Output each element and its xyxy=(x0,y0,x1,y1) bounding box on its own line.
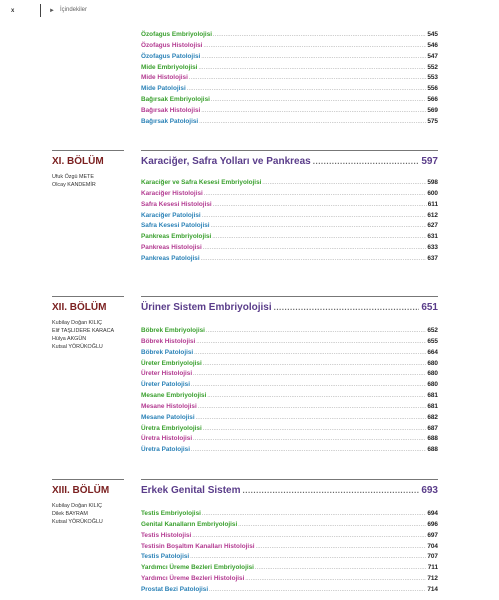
author-name: Ufuk Özgü METE xyxy=(52,174,94,180)
toc-entry[interactable] xyxy=(141,510,438,521)
leader-dots xyxy=(202,511,426,517)
toc-entry-label: Özofagus Embriyolojisi xyxy=(141,31,213,38)
toc-entry-page: 707 xyxy=(427,553,438,561)
section-authors xyxy=(52,502,103,526)
leader-dots xyxy=(193,371,426,377)
section-rule-left xyxy=(52,479,124,480)
toc-entry-label: Mide Patolojisi xyxy=(141,85,186,93)
toc-entry-label: Üreter Embriyolojisi xyxy=(141,359,202,367)
author-name: Kutsal YÖRÜKOĞLU xyxy=(52,344,103,350)
toc-entry-page: 664 xyxy=(427,348,438,356)
leader-dots xyxy=(196,415,427,421)
toc-entry[interactable] xyxy=(141,392,438,403)
toc-entry[interactable] xyxy=(141,425,438,436)
leader-dots xyxy=(194,350,426,356)
leader-dots xyxy=(213,32,426,38)
toc-entry-page: 556 xyxy=(427,85,438,93)
toc-entry[interactable] xyxy=(141,201,438,212)
author-name: Kubilay Doğan KILIÇ xyxy=(52,320,103,326)
leader-dots xyxy=(274,303,420,312)
toc-entry-page: 711 xyxy=(427,564,438,572)
toc-entry[interactable] xyxy=(141,586,438,597)
toc-entry-page: 688 xyxy=(427,446,438,454)
leader-dots xyxy=(191,382,426,388)
toc-entry-page: 546 xyxy=(427,41,438,49)
author-name: Olcay KANDEMİR xyxy=(52,182,96,188)
author-name: Dilek BAYRAM xyxy=(52,511,88,517)
toc-entry[interactable] xyxy=(141,446,438,457)
toc-entry-page: 712 xyxy=(427,575,438,583)
toc-entry[interactable] xyxy=(141,212,438,223)
leader-dots xyxy=(189,75,426,81)
author-name: Hülya AKGÜN xyxy=(52,336,87,342)
header-title: İçindekiler xyxy=(60,7,88,13)
toc-entry[interactable] xyxy=(141,327,438,338)
toc-entry[interactable] xyxy=(141,553,438,564)
toc-entry-page: 612 xyxy=(427,211,438,219)
toc-entry-label: Testisin Boşaltım Kanalları Histolojisi xyxy=(141,542,255,550)
toc-entry[interactable] xyxy=(141,543,438,554)
toc-entry-label: Mide Histolojisi xyxy=(141,74,188,82)
toc-top-list xyxy=(141,31,438,129)
toc-entry-label: Safra Kesesi Histolojisi xyxy=(141,200,212,208)
toc-entry-label: Pankreas Histolojisi xyxy=(141,244,202,252)
toc-entry[interactable] xyxy=(141,31,438,42)
leader-dots xyxy=(212,234,426,240)
toc-entry-page: 694 xyxy=(427,510,438,517)
leader-dots xyxy=(243,486,420,495)
leader-dots xyxy=(196,339,426,345)
toc-entry[interactable] xyxy=(141,233,438,244)
leader-dots xyxy=(192,533,426,539)
leader-dots xyxy=(209,587,426,593)
section-title[interactable] xyxy=(141,302,438,313)
toc-entry[interactable] xyxy=(141,64,438,75)
toc-entry-label: Yardımcı Üreme Bezleri Histolojisi xyxy=(141,575,245,583)
leader-dots xyxy=(262,180,426,186)
toc-entry-page: 545 xyxy=(427,31,438,38)
toc-entry-page: 680 xyxy=(427,381,438,389)
section-title-text: Erkek Genital Sistem xyxy=(141,485,241,496)
toc-entry[interactable] xyxy=(141,521,438,532)
toc-entry-page: 682 xyxy=(427,413,438,421)
toc-entry[interactable] xyxy=(141,414,438,425)
author-name: Kubilay Doğan KILIÇ xyxy=(52,503,103,509)
toc-entry-page: 575 xyxy=(427,117,438,125)
toc-entry-page: 680 xyxy=(427,359,438,367)
toc-entry[interactable] xyxy=(141,575,438,586)
toc-entry-page: 547 xyxy=(427,52,438,60)
author-name: Elif TAŞLIDERE KARACA xyxy=(52,328,115,334)
leader-dots xyxy=(256,544,427,550)
author-name: Kutsal YÖRÜKOĞLU xyxy=(52,519,103,525)
section-label: XIII. BÖLÜM xyxy=(52,485,110,496)
toc-entry-label: Özofagus Patolojisi xyxy=(141,52,201,60)
toc-entry[interactable] xyxy=(141,370,438,381)
toc-entry[interactable] xyxy=(141,381,438,392)
page-header xyxy=(0,0,499,24)
toc-entry-label: Testis Embriyolojisi xyxy=(141,510,201,517)
toc-entry-label: Yardımcı Üreme Bezleri Embriyolojisi xyxy=(141,564,254,572)
toc-entry[interactable] xyxy=(141,42,438,53)
toc-entry-label: Karaciğer Histolojisi xyxy=(141,189,203,197)
toc-entry-label: Mide Embriyolojisi xyxy=(141,63,198,71)
toc-entry-label: Prostat Bezi Patolojisi xyxy=(141,585,209,593)
toc-entry[interactable] xyxy=(141,244,438,255)
leader-dots xyxy=(202,213,427,219)
toc-entry[interactable] xyxy=(141,107,438,118)
toc-entry-page: 681 xyxy=(427,392,438,400)
section-rule-right xyxy=(141,150,438,151)
toc-entry-page: 637 xyxy=(427,254,438,262)
section-rule-left xyxy=(52,150,124,151)
leader-dots xyxy=(201,256,427,262)
toc-entry[interactable] xyxy=(141,532,438,543)
toc-section-list xyxy=(141,327,438,457)
toc-entry-page: 552 xyxy=(427,63,438,71)
section-page: 693 xyxy=(421,485,438,496)
toc-entry-label: Genital Kanalların Embriyolojisi xyxy=(141,520,238,528)
toc-entry[interactable] xyxy=(141,190,438,201)
toc-entry[interactable] xyxy=(141,349,438,360)
toc-entry-label: Mesane Patolojisi xyxy=(141,413,195,421)
leader-dots xyxy=(198,65,426,71)
leader-dots xyxy=(313,157,420,166)
section-title-text: Karaciğer, Safra Yolları ve Pankreas xyxy=(141,156,311,167)
toc-entry-page: 627 xyxy=(427,222,438,230)
leader-dots xyxy=(255,565,427,571)
leader-dots xyxy=(203,361,427,367)
section-rule-right xyxy=(141,479,438,480)
section-label: XII. BÖLÜM xyxy=(52,302,107,313)
leader-dots xyxy=(213,202,427,208)
toc-entry-label: Böbrek Patolojisi xyxy=(141,348,194,356)
toc-entry-label: Bağırsak Patolojisi xyxy=(141,117,199,125)
page-number: x xyxy=(11,8,15,14)
toc-entry-label: Üreter Patolojisi xyxy=(141,381,191,389)
toc-entry-page: 688 xyxy=(427,435,438,443)
toc-entry-label: Böbrek Histolojisi xyxy=(141,337,196,345)
toc-entry-page: 696 xyxy=(427,520,438,528)
toc-entry-page: 553 xyxy=(427,74,438,82)
toc-entry[interactable] xyxy=(141,403,438,414)
leader-dots xyxy=(190,554,426,560)
toc-entry-page: 611 xyxy=(427,200,438,208)
leader-dots xyxy=(199,119,426,125)
toc-entry-label: Mesane Embriyolojisi xyxy=(141,392,207,400)
toc-entry-label: Testis Histolojisi xyxy=(141,531,192,539)
section-rule-left xyxy=(52,296,124,297)
toc-section-list xyxy=(141,179,438,266)
section-label: XI. BÖLÜM xyxy=(52,156,104,167)
section-title[interactable] xyxy=(141,156,438,167)
toc-entry-page: 687 xyxy=(427,424,438,432)
toc-entry-label: Bağırsak Histolojisi xyxy=(141,106,201,114)
leader-dots xyxy=(198,404,427,410)
toc-entry-page: 704 xyxy=(427,542,438,550)
toc-entry-page: 566 xyxy=(427,96,438,104)
toc-entry-label: Safra Kesesi Patolojisi xyxy=(141,222,210,230)
toc-entry[interactable] xyxy=(141,74,438,85)
leader-dots xyxy=(203,426,427,432)
toc-entry[interactable] xyxy=(141,255,438,266)
toc-entry-page: 652 xyxy=(427,327,438,334)
section-title-text: Üriner Sistem Embriyolojisi xyxy=(141,302,272,313)
section-authors xyxy=(52,319,114,351)
leader-dots xyxy=(204,191,427,197)
toc-entry[interactable] xyxy=(141,96,438,107)
toc-entry[interactable] xyxy=(141,222,438,233)
leader-dots xyxy=(193,436,426,442)
leader-dots xyxy=(203,43,426,49)
toc-entry[interactable] xyxy=(141,118,438,129)
leader-dots xyxy=(238,522,426,528)
leader-dots xyxy=(211,223,427,229)
toc-entry-label: Üretra Embriyolojisi xyxy=(141,424,202,432)
section-page: 651 xyxy=(421,302,438,313)
leader-dots xyxy=(201,54,426,60)
toc-entry-label: Mesane Histolojisi xyxy=(141,402,197,410)
toc-entry-label: Pankreas Patolojisi xyxy=(141,254,200,262)
toc-entry-page: 631 xyxy=(427,233,438,241)
section-title[interactable] xyxy=(141,485,438,496)
toc-entry-page: 681 xyxy=(427,402,438,410)
toc-entry-page: 714 xyxy=(427,585,438,593)
toc-entry-label: Böbrek Embriyolojisi xyxy=(141,327,205,334)
toc-entry-label: Karaciğer Patolojisi xyxy=(141,211,201,219)
toc-entry-label: Testis Patolojisi xyxy=(141,553,190,561)
section-authors xyxy=(52,173,96,189)
leader-dots xyxy=(203,245,427,251)
toc-entry[interactable] xyxy=(141,85,438,96)
toc-entry-label: Karaciğer ve Safra Kesesi Embriyolojisi xyxy=(141,179,262,186)
leader-dots xyxy=(245,576,426,582)
play-arrow-icon: ► xyxy=(49,8,55,14)
toc-entry[interactable] xyxy=(141,360,438,371)
toc-entry-page: 600 xyxy=(427,189,438,197)
toc-entry-page: 655 xyxy=(427,337,438,345)
leader-dots xyxy=(211,97,426,103)
toc-entry-page: 633 xyxy=(427,244,438,252)
toc-entry-label: Üretra Patolojisi xyxy=(141,446,191,454)
section-rule-right xyxy=(141,296,438,297)
toc-entry-label: Üreter Histolojisi xyxy=(141,370,193,378)
toc-entry[interactable] xyxy=(141,179,438,190)
toc-entry-label: Pankreas Embriyolojisi xyxy=(141,233,212,241)
toc-entry-page: 569 xyxy=(427,106,438,114)
toc-entry-label: Üretra Histolojisi xyxy=(141,435,193,443)
leader-dots xyxy=(207,393,426,399)
leader-dots xyxy=(206,328,426,334)
toc-entry-label: Bağırsak Embriyolojisi xyxy=(141,96,210,104)
toc-entry[interactable] xyxy=(141,53,438,64)
leader-dots xyxy=(187,86,427,92)
toc-entry-page: 697 xyxy=(427,531,438,539)
toc-section-list xyxy=(141,510,438,597)
toc-entry-page: 598 xyxy=(427,179,438,186)
leader-dots xyxy=(201,108,426,114)
toc-entry-label: Özofagus Histolojisi xyxy=(141,41,203,49)
toc-entry[interactable] xyxy=(141,435,438,446)
header-divider xyxy=(40,4,41,17)
toc-entry[interactable] xyxy=(141,564,438,575)
leader-dots xyxy=(191,447,426,453)
toc-entry-page: 680 xyxy=(427,370,438,378)
toc-entry[interactable] xyxy=(141,338,438,349)
section-page: 597 xyxy=(421,156,438,167)
